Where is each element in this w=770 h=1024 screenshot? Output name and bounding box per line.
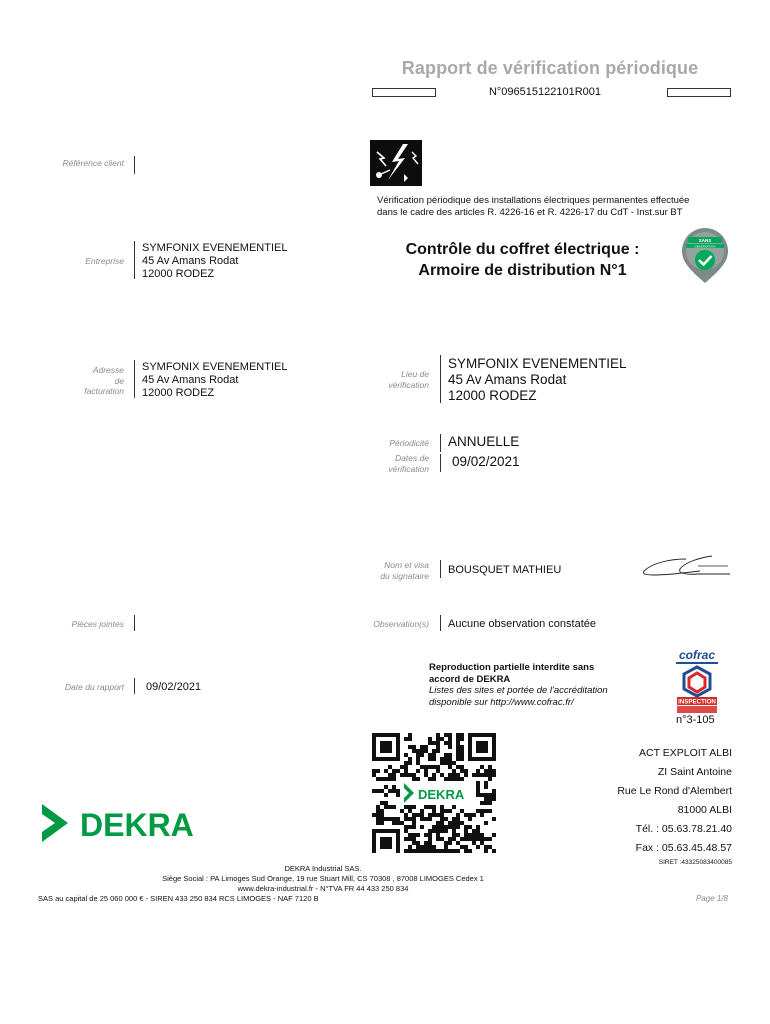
control-title [385,240,660,282]
report-number: N°096515122101R001 [488,86,602,98]
site-street: 45 Av Amans Rodat [448,372,567,388]
reproduction-line-2: accord de DEKRA [429,673,511,685]
report-title: Rapport de vérification périodique [401,58,699,78]
billing-name: SYMFONIX EVENEMENTIEL [142,361,288,373]
no-observation-badge-icon [680,228,730,284]
entreprise-label: Entreprise [85,256,124,266]
footer-line-4: SAS au capital de 25 060 000 € - SIREN 433 250 834 RCS LIMOGES - NAF 7120 B [38,894,319,903]
billing-label: Adresse de facturation [84,365,124,397]
agency-fax: Fax : 05.63.45.48.57 [635,842,732,854]
periodicity-value: ANNUELLE [448,434,520,449]
signature-image [640,553,732,581]
observations-label: Observation(s) [373,619,429,629]
agency-tel: Tél. : 05.63.78.21.40 [635,823,732,835]
control-title-line-2: Armoire de distribution N°1 [418,261,627,279]
dates-label: Dates de vérification [388,453,429,474]
agency-name: ACT EXPLOIT ALBI [639,747,732,759]
client-ref-label: Référence client [62,158,124,168]
reproduction-line-1: Reproduction partielle interdite sans [429,662,595,673]
svg-text:SANS: SANS [698,238,712,243]
agency-street: Rue Le Rond d'Alembert [617,785,732,797]
attachments-label: Pièces jointes [71,619,124,629]
attachments-bar [134,615,135,631]
svg-text:OBSERVATION: OBSERVATION [694,244,716,249]
cofrac-accreditation: n°3-105 [676,714,715,726]
footer-line-1: DEKRA Industrial SAS. [284,864,362,873]
signatory-name: BOUSQUET MATHIEU [448,564,562,576]
qr-dekra-wordmark: DEKRA [418,787,465,802]
svg-text:INSPECTION: INSPECTION [678,698,716,706]
agency-zone: ZI Saint Antoine [657,766,732,778]
entreprise-address [142,242,287,281]
periodicity-bar [440,434,441,452]
dates-bar [440,454,441,472]
description-line-1: Vérification périodique des installations électriques permanentes effectuée [377,195,690,206]
dekra-logo [40,800,200,848]
dates-value: 09/02/2021 [452,454,520,469]
footer-line-2: Siège Social : PA Limoges Sud Orange, 19 rue Stuart Mill, CS 70308 , 87008 LIMOGES Cedex 1 [162,874,484,883]
signatory-label: Nom et visa du signataire [380,560,429,581]
observations-bar [440,615,441,631]
cofrac-logo [672,647,722,717]
site-label: Lieu de vérification [388,369,429,390]
site-name: SYMFONIX EVENEMENTIEL [448,356,627,371]
control-title-line-1: Contrôle du coffret électrique : [405,241,640,258]
entreprise-name: SYMFONIX EVENEMENTIEL [142,242,288,254]
entreprise-bar [134,241,135,279]
report-date-value: 09/02/2021 [146,681,202,693]
qr-code [372,733,496,853]
billing-bar [134,360,135,398]
billing-address [142,361,287,400]
description-line-2: dans le cadre des articles R. 4226-16 et R. 4226-17 du CdT - Inst.sur BT [377,206,683,218]
site-city: 12000 RODEZ [448,388,537,404]
svg-text:cofrac: cofrac [678,648,716,662]
signatory-bar [440,560,441,578]
reproduction-notice [429,662,608,708]
electrical-hazard-icon [370,140,422,186]
report-date-label: Date du rapport [64,682,124,692]
dekra-wordmark: DEKRA [80,807,194,843]
number-box-left [372,88,436,97]
periodicity-label: Périodicité [389,438,429,448]
observations-value: Aucune observation constatée [448,618,596,630]
billing-street: 45 Av Amans Rodat [142,373,239,386]
reproduction-line-3: Listes des sites et portée de l'accréditation [429,685,608,697]
footer-line-3: www.dekra-industrial.fr - N°TVA FR 44 433 250 834 [237,884,409,893]
agency-city: 81000 ALBI [677,804,732,816]
site-address [448,356,627,405]
agency-address [617,744,732,868]
report-date-bar [134,678,135,694]
reproduction-line-4: disponible sur http://www.cofrac.fr/ [429,696,574,708]
billing-city: 12000 RODEZ [142,386,215,399]
number-box-right [667,88,731,97]
site-bar [440,355,441,403]
entreprise-city: 12000 RODEZ [142,267,215,280]
agency-siret: SIRET :43325083400085 [658,859,732,866]
entreprise-street: 45 Av Amans Rodat [142,254,239,267]
verification-description [377,195,689,219]
client-ref-bar [134,156,135,174]
page-number: Page 1/8 [695,894,728,903]
